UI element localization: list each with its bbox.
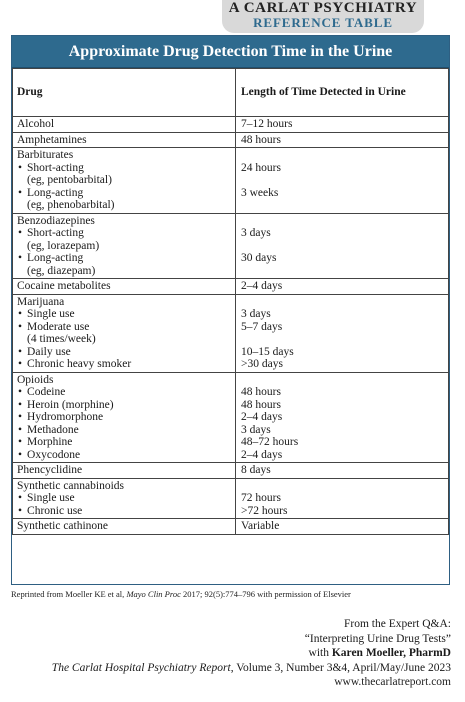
drug-subtype: • Long-acting — [17, 187, 231, 200]
source-citation: Reprinted from Moeller KE et al, Mayo Clin Proc 2017; 92(5):774–796 with permission of Elsevier — [11, 589, 351, 599]
drug-subtype: • Moderate use — [17, 321, 231, 334]
drug-subtype: • Chronic use — [17, 505, 231, 518]
table-row — [13, 279, 449, 295]
drug-name: Phencyclidine — [17, 464, 83, 476]
drug-name: Alcohol — [17, 118, 55, 130]
credit-author-line: with Karen Moeller, PharmD — [308, 647, 451, 659]
drug-subtype: • Heroin (morphine) — [17, 399, 231, 412]
credit-article-title: “Interpreting Urine Drug Tests” — [304, 632, 451, 645]
drug-example-note: (eg, pentobarbital) — [27, 174, 112, 186]
drug-subtype: • Oxycodone — [17, 449, 231, 462]
detection-time: 5–7 days — [241, 320, 283, 333]
table-row — [13, 519, 449, 535]
drug-example-note: (eg, lorazepam) — [27, 239, 100, 252]
drug-cell — [13, 372, 236, 463]
drug-cell — [13, 279, 236, 295]
drug-subtype: • Morphine — [17, 436, 231, 449]
detection-time: >72 hours — [241, 504, 288, 517]
drug-subtype: • Chronic heavy smoker — [17, 358, 231, 371]
detection-time: 2–4 days — [241, 448, 283, 461]
detection-time: 10–15 days — [241, 345, 294, 358]
table-row — [13, 372, 449, 463]
drug-cell — [13, 463, 236, 479]
carlat-website-link[interactable]: www.thecarlatreport.com — [334, 676, 451, 688]
drug-subtype: • Long-acting — [17, 252, 231, 265]
detection-time: 48 hours — [241, 133, 281, 146]
detection-time: 2–4 days — [241, 280, 283, 292]
table-row — [13, 132, 449, 148]
reference-table-tab — [222, 0, 424, 33]
detection-time: 2–4 days — [241, 411, 283, 423]
drug-detection-table-frame — [11, 35, 450, 585]
drug-detection-table — [12, 68, 449, 535]
credit-publication: The Carlat Hospital Psychiatry Report — [51, 661, 231, 674]
credit-line-1: From the Expert Q&A: — [344, 618, 451, 630]
drug-example-note: (eg, phenobarbital) — [27, 199, 115, 211]
drug-subtype: • Single use — [17, 308, 231, 321]
time-cell — [236, 519, 449, 535]
time-cell — [236, 148, 449, 214]
table-row — [13, 213, 449, 279]
drug-name: Cocaine metabolites — [17, 280, 111, 292]
time-cell — [236, 132, 449, 148]
drug-cell — [13, 213, 236, 279]
detection-time: 3 days — [241, 227, 271, 239]
detection-time: 48–72 hours — [241, 436, 299, 448]
drug-name: Synthetic cathinone — [17, 520, 109, 532]
time-cell — [236, 213, 449, 279]
drug-cell — [13, 132, 236, 148]
table-row — [13, 478, 449, 519]
time-cell — [236, 372, 449, 463]
drug-name: Barbiturates — [17, 149, 74, 161]
drug-cell — [13, 117, 236, 133]
drug-name: Benzodiazepines — [17, 214, 95, 227]
drug-cell — [13, 148, 236, 214]
drug-name: Opioids — [17, 373, 54, 386]
detection-time: 3 days — [241, 423, 271, 436]
credit-block — [52, 617, 451, 690]
credit-publication-line: The Carlat Hospital Psychiatry Report, Volume 3, Number 3&4, April/May/June 2023 — [51, 661, 451, 674]
detection-time: 72 hours — [241, 492, 281, 504]
credit-author: Karen Moeller, PharmD — [331, 647, 451, 659]
detection-time: 3 weeks — [241, 186, 279, 199]
table-row — [13, 463, 449, 479]
drug-subtype: • Codeine — [17, 386, 231, 399]
detection-time: 30 days — [241, 252, 277, 264]
time-cell — [236, 294, 449, 372]
table-row — [13, 117, 449, 133]
drug-cell — [13, 519, 236, 535]
time-cell — [236, 117, 449, 133]
detection-time: Variable — [241, 520, 280, 532]
column-header-time: Length of Time Detected in Urine — [236, 69, 449, 117]
drug-cell — [13, 478, 236, 519]
drug-cell — [13, 294, 236, 372]
detection-time: 48 hours — [241, 398, 281, 411]
drug-subtype: • Methadone — [17, 424, 231, 437]
table-row — [13, 294, 449, 372]
drug-subtype: • Daily use — [17, 346, 231, 359]
detection-time: 24 hours — [241, 161, 281, 174]
time-cell — [236, 279, 449, 295]
drug-subtype: • Hydromorphone — [17, 411, 231, 424]
drug-example-note: (eg, diazepam) — [27, 264, 96, 277]
detection-time: 48 hours — [241, 386, 281, 398]
column-header-drug: Drug — [13, 69, 236, 117]
table-row — [13, 148, 449, 214]
drug-subtype: • Short-acting — [17, 227, 231, 240]
drug-name: Amphetamines — [17, 133, 87, 146]
drug-name: Marijuana — [17, 295, 65, 308]
drug-subtype: • Short-acting — [17, 162, 231, 175]
time-cell — [236, 478, 449, 519]
detection-time: 7–12 hours — [241, 118, 293, 130]
drug-example-note: (4 times/week) — [27, 333, 96, 345]
drug-name: Synthetic cannabinoids — [17, 479, 124, 492]
detection-time: 3 days — [241, 308, 271, 320]
detection-time: 8 days — [241, 464, 271, 476]
tab-line-2: REFERENCE TABLE — [253, 15, 393, 30]
tab-line-1: A CARLAT PSYCHIATRY — [228, 0, 418, 16]
time-cell — [236, 463, 449, 479]
detection-time: >30 days — [241, 358, 283, 370]
table-title: Approximate Drug Detection Time in the Urine — [12, 36, 449, 68]
table-header-row — [13, 69, 449, 117]
drug-subtype: • Single use — [17, 492, 231, 505]
